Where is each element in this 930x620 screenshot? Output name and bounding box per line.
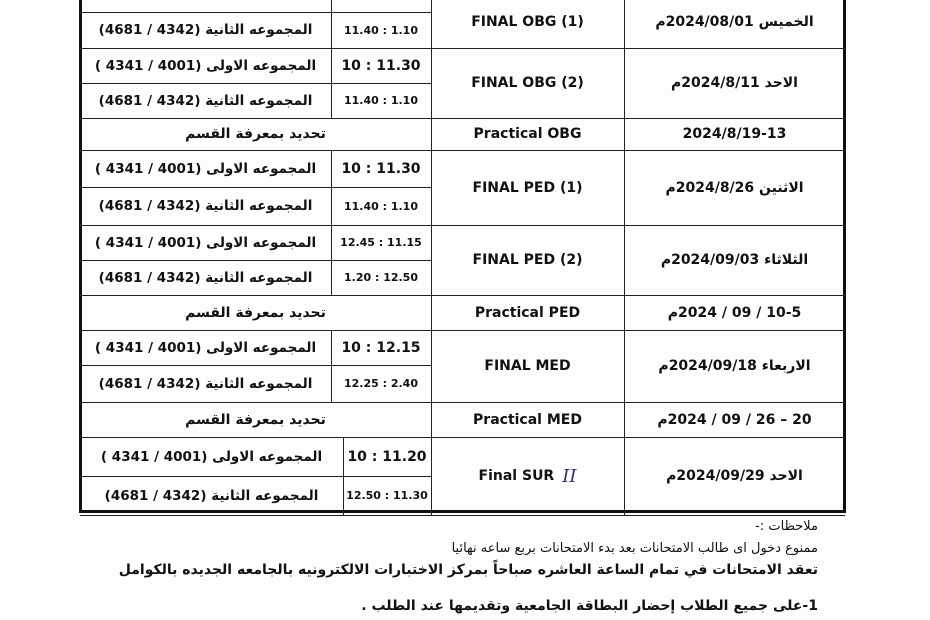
group2-name-cell	[80, 187, 331, 225]
exam-date-cell	[624, 150, 845, 225]
group1-name-cell-text: المجموعه الاولى (4001 / 4341 )	[94, 57, 317, 74]
group2-time-cell	[331, 365, 431, 402]
exam-date-cell-text: الاحد 2024/8/11م	[671, 75, 798, 91]
exam-subject-cell-text: FINAL PED (1)	[472, 179, 583, 196]
exam-subject-cell-text: FINAL MED	[484, 358, 571, 374]
exam-date-cell-text: الاربعاء 2024/09/18م	[658, 358, 811, 374]
group1-name-cell	[80, 437, 343, 476]
group1-name-cell-text: المجموعه الاولى (4001 / 4341 )	[94, 160, 317, 177]
exam-subject-cell-text: Final SUR	[478, 468, 555, 484]
exam-subject-cell-text: Practical PED	[474, 304, 581, 321]
exam-date-cell-text: 20 – 26 / 09 / 2024م	[657, 411, 812, 428]
group1-time-cell-text: 10 : 11.30	[341, 160, 421, 177]
group1-time-cell	[343, 437, 431, 476]
department-note-cell	[80, 295, 431, 330]
group1-time-cell-text: 10 : 11.30	[341, 57, 421, 74]
exam-subject-cell	[431, 150, 624, 225]
group2-name-cell-text: المجموعه الثانية (4342 / 4681)	[98, 92, 313, 109]
note-id-card: 1-على جميع الطلاب إحضار البطاقة الجامعية وتقديمها عند الطلب .	[361, 598, 818, 614]
group1-name-cell	[80, 48, 331, 83]
exam-date-cell	[624, 437, 845, 515]
note-exam-location: تعقد الامتحانات في تمام الساعة العاشره صباحاً بمركز الاختبارات الالكترونيه بالجامعه الجديده بالكوامل	[118, 562, 818, 578]
group1-name-cell	[80, 225, 331, 260]
exam-subject-cell	[431, 402, 624, 437]
group2-time-cell	[331, 260, 431, 295]
exam-date-cell	[624, 48, 845, 118]
handwritten-roman-mark: II	[562, 465, 577, 487]
exam-date-cell	[624, 0, 845, 48]
group2-time-cell-text: 1.20 : 12.50	[344, 271, 418, 284]
exam-subject-cell	[431, 48, 624, 118]
exam-subject-cell-text: Practical MED	[473, 411, 582, 428]
exam-subject-cell-text: Practical OBG	[473, 126, 582, 142]
group1-time-cell-text: 12.45 : 11.15	[340, 236, 422, 249]
group2-name-cell-text: المجموعه الثانية (4342 / 4681)	[98, 198, 313, 214]
group1-time-cell	[331, 150, 431, 187]
department-note-cell-text: تحديد بمعرفة القسم	[185, 304, 326, 321]
exam-date-cell	[624, 225, 845, 295]
group2-time-cell-text: 11.40 : 1.10	[344, 199, 418, 213]
department-note-cell	[80, 118, 431, 150]
group1-time-cell	[331, 330, 431, 365]
group2-time-cell-text: 11.40 : 1.10	[344, 23, 418, 37]
group2-name-cell-text: المجموعه الثانية (4342 / 4681)	[98, 269, 313, 286]
group2-name-cell	[80, 260, 331, 295]
group2-time-cell-text: 12.50 : 11.30	[346, 489, 428, 502]
exam-date-cell-text: 2024/8/19-13	[682, 126, 787, 142]
department-note-cell	[80, 402, 431, 437]
group2-name-cell-text: المجموعه الثانية (4342 / 4681)	[98, 375, 313, 392]
exam-date-cell-text: الخميس 2024/08/01م	[655, 14, 814, 30]
group1-name-cell	[80, 330, 331, 365]
group2-name-cell	[80, 365, 331, 402]
group1-time-cell-text: 10 : 12.15	[341, 339, 421, 356]
group1-time-cell	[331, 0, 431, 12]
group1-name-cell-text: المجموعه الاولى (4001 / 4341 )	[100, 448, 323, 465]
exam-subject-cell	[431, 330, 624, 402]
group2-name-cell	[80, 12, 331, 48]
exam-subject-cell-text: FINAL OBG (2)	[471, 75, 584, 91]
note-late-entry: ممنوع دخول اى طالب الامتحانات بعد بدء الامتحانات بربع ساعه نهائيا	[451, 541, 818, 556]
exam-subject-cell	[431, 118, 624, 150]
exam-date-cell	[624, 295, 845, 330]
department-note-cell-text: تحديد بمعرفة القسم	[185, 126, 326, 142]
exam-subject-cell	[431, 437, 624, 515]
group2-time-cell	[331, 12, 431, 48]
exam-subject-cell	[431, 295, 624, 330]
exam-date-cell-text: الاحد 2024/09/29م	[666, 468, 803, 484]
exam-subject-cell-text: FINAL OBG (1)	[471, 14, 584, 30]
exam-date-cell	[624, 118, 845, 150]
group1-name-cell-text: المجموعه الاولى (4001 / 4341 )	[94, 234, 317, 251]
exam-date-cell	[624, 402, 845, 437]
exam-subject-cell	[431, 225, 624, 295]
exam-date-cell-text: الاثنين 2024/8/26م	[665, 179, 804, 196]
group2-time-cell	[343, 476, 431, 515]
department-note-cell-text: تحديد بمعرفة القسم	[185, 411, 326, 428]
group2-time-cell	[331, 187, 431, 225]
exam-date-cell-text: الثلاثاء 2024/09/03م	[660, 252, 809, 268]
group2-name-cell-text: المجموعه الثانية (4342 / 4681)	[104, 487, 319, 504]
group2-name-cell	[80, 476, 343, 515]
group1-name-cell-text: المجموعه الاولى (4001 / 4341 )	[94, 339, 317, 356]
group1-name-cell	[80, 0, 331, 12]
group2-time-cell-text: 12.25 : 2.40	[344, 377, 418, 390]
group2-name-cell	[80, 83, 331, 118]
group1-name-cell	[80, 150, 331, 187]
exam-date-cell-text: 10-5 / 09 / 2024م	[667, 304, 802, 321]
exam-subject-cell-text: FINAL PED (2)	[472, 252, 583, 268]
notes-heading: ملاحظات :-	[755, 519, 818, 534]
group1-time-cell-text: 10 : 11.20	[347, 448, 427, 465]
group2-name-cell-text: المجموعه الثانية (4342 / 4681)	[98, 22, 313, 38]
exam-date-cell	[624, 330, 845, 402]
group2-time-cell-text: 11.40 : 1.10	[344, 94, 418, 107]
group1-time-cell	[331, 48, 431, 83]
group2-time-cell	[331, 83, 431, 118]
group1-time-cell	[331, 225, 431, 260]
exam-subject-cell	[431, 0, 624, 48]
row-rule	[80, 515, 845, 516]
